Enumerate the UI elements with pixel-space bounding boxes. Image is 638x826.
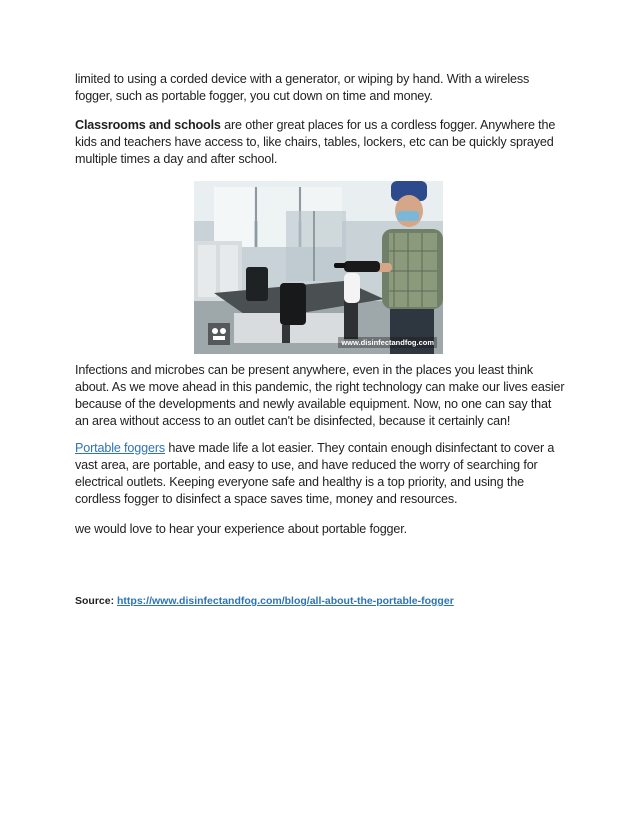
classrooms-text: are other great places for us a cordless fogger. Anywhere the kids and teachers have access to, like chairs, tables, lockers, etc can be quickly sprayed multiple times a day and after school. [75,118,556,166]
paragraph-corded-device: limited to using a corded device with a generator, or wiping by hand. With a wireless fogger, such as portable fogger, you cut down on time and money. [75,72,530,103]
image-watermark: www.disinfectandfog.com [338,337,437,348]
classrooms-heading-bold: Classrooms and schools [75,118,221,132]
paragraph-classrooms [75,117,565,168]
company-logo-icon [208,323,230,345]
source-label: Source: [75,595,118,607]
office-fogging-illustration [194,181,443,354]
portable-foggers-link[interactable]: Portable foggers [75,441,166,455]
paragraph-experience: we would love to hear your experience about portable fogger. [75,522,407,536]
portable-foggers-text: have made life a lot easier. They contain enough disinfectant to cover a vast area, are portable, and easy to use, and have reduced the worry of searching for electrical outlets. Keeping everyone safe and healthy is a top priority, and using the cordless fogger to disinfect a space saves time, money and resources. [75,441,555,506]
paragraph-infections: Infections and microbes can be present anywhere, even in the places you least think about. As we move ahead in this pandemic, the right technology can make our lives easier because of the developments and newly available equipment. Now, no one can say that an area without access to an outlet can't be disinfected, because it certainly can! [75,363,565,428]
document-page [75,71,565,608]
source-link[interactable]: https://www.disinfectandfog.com/blog/all-about-the-portable-fogger [117,595,454,607]
fogger-photo [194,181,443,354]
paragraph-portable-foggers [75,440,565,508]
source-line [75,594,565,608]
